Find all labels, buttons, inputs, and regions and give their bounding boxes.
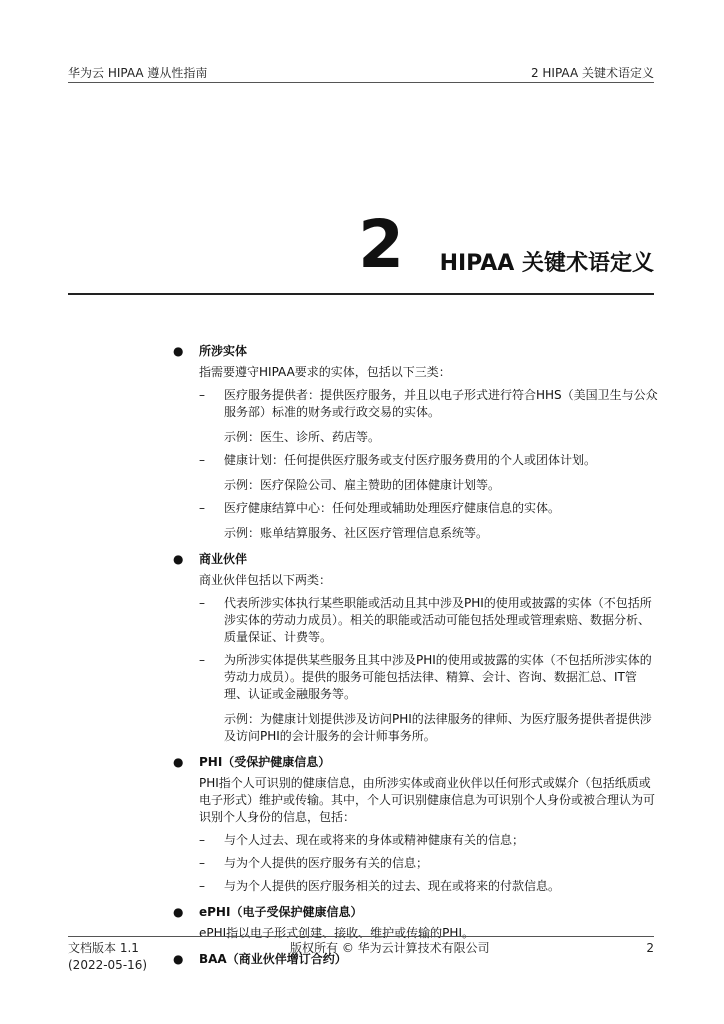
header-divider <box>68 82 654 83</box>
section-title: ePHI（电子受保护健康信息） <box>199 905 363 919</box>
section-heading <box>168 904 658 921</box>
chapter-title: HIPAA 关键术语定义 <box>439 251 654 276</box>
list-item-example: 示例：医疗保险公司、雇主赞助的团体健康计划等。 <box>224 478 501 492</box>
chapter-divider <box>68 293 654 295</box>
list-item-text: 医疗健康结算中心：任何处理或辅助处理医疗健康信息的实体。 <box>224 501 561 515</box>
footer-copyright: 版权所有 © 华为云计算技术有限公司 <box>290 941 490 955</box>
page-number: 2 <box>646 941 654 955</box>
section-heading <box>168 754 658 771</box>
dash-marker: – <box>199 596 205 610</box>
list-item-text: 与为个人提供的医疗服务相关的过去、现在或将来的付款信息。 <box>224 879 561 893</box>
dash-marker: – <box>199 879 205 893</box>
list-item-text: 代表所涉实体执行某些职能或活动且其中涉及PHI的使用或披露的实体（不包括所涉实体的劳动力成员）。相关的职能或活动可能包括处理或管理索赔、数据分析、质量保证、计费等。 <box>224 596 652 644</box>
list-item-example: 示例：账单结算服务、社区医疗管理信息系统等。 <box>224 526 489 540</box>
page-header <box>68 62 654 82</box>
dash-marker: – <box>199 501 205 515</box>
section-intro: ePHI指以电子形式创建、接收、维护或传输的PHI。 <box>199 926 474 940</box>
list-item <box>168 878 658 895</box>
footer-version-block <box>68 940 147 974</box>
section-intro: PHI指个人可识别的健康信息，由所涉实体或商业伙伴以任何形式或媒介（包括纸质或电子形式）维护或传输。其中，个人可识别健康信息为可识别个人身份或被合理认为可识别个人身份的信息，包括： <box>199 776 656 824</box>
dash-marker: – <box>199 833 205 847</box>
list-item-text: 为所涉实体提供某些服务且其中涉及PHI的使用或披露的实体（不包括所涉实体的劳动力成员）。提供的服务可能包括法律、精算、会计、咨询、数据汇总、IT管理、认证或金融服务等。 <box>224 653 652 701</box>
list-item <box>168 387 658 421</box>
header-chapter-ref: 2 HIPAA 关键术语定义 <box>530 66 654 80</box>
bullet-icon: ● <box>173 952 184 966</box>
list-item-text: 与个人过去、现在或将来的身体或精神健康有关的信息； <box>224 833 525 847</box>
list-item-example: 示例：医生、诊所、药店等。 <box>224 430 381 444</box>
footer-date: (2022-05-16) <box>68 958 148 972</box>
section-heading <box>168 551 658 568</box>
document-body <box>168 343 658 968</box>
section-intro: 指需要遵守HIPAA要求的实体，包括以下三类： <box>199 365 451 379</box>
footer-version: 文档版本 1.1 <box>68 941 139 955</box>
section-title: BAA（商业伙伴增订合约） <box>199 952 347 966</box>
section-title: PHI（受保护健康信息） <box>199 755 331 769</box>
list-item <box>168 652 658 703</box>
section-intro: 商业伙伴包括以下两类： <box>199 573 332 587</box>
list-item <box>168 832 658 849</box>
bullet-icon: ● <box>173 755 184 769</box>
chapter-heading <box>68 205 654 287</box>
list-item-text: 与为个人提供的医疗服务有关的信息； <box>224 856 429 870</box>
list-item <box>168 452 658 469</box>
section-title: 所涉实体 <box>199 344 248 358</box>
list-item-example: 示例：为健康计划提供涉及访问PHI的法律服务的律师、为医疗服务提供者提供涉及访问PHI的会计服务的会计师事务所。 <box>224 712 652 743</box>
list-item <box>168 500 658 517</box>
bullet-icon: ● <box>173 905 184 919</box>
dash-marker: – <box>199 388 205 402</box>
bullet-icon: ● <box>173 344 184 358</box>
header-doc-title: 华为云 HIPAA 遵从性指南 <box>68 66 208 80</box>
list-item-text: 健康计划：任何提供医疗服务或支付医疗服务费用的个人或团体计划。 <box>224 453 597 467</box>
section-title: 商业伙伴 <box>199 552 248 566</box>
bullet-icon: ● <box>173 552 184 566</box>
dash-marker: – <box>199 453 205 467</box>
section-heading <box>168 343 658 360</box>
dash-marker: – <box>199 856 205 870</box>
list-item <box>168 855 658 872</box>
footer-divider <box>68 936 654 937</box>
chapter-number: 2 <box>358 206 404 283</box>
dash-marker: – <box>199 653 205 667</box>
list-item-text: 医疗服务提供者：提供医疗服务，并且以电子形式进行符合HHS（美国卫生与公众服务部）标准的财务或行政交易的实体。 <box>224 388 658 419</box>
list-item <box>168 595 658 646</box>
